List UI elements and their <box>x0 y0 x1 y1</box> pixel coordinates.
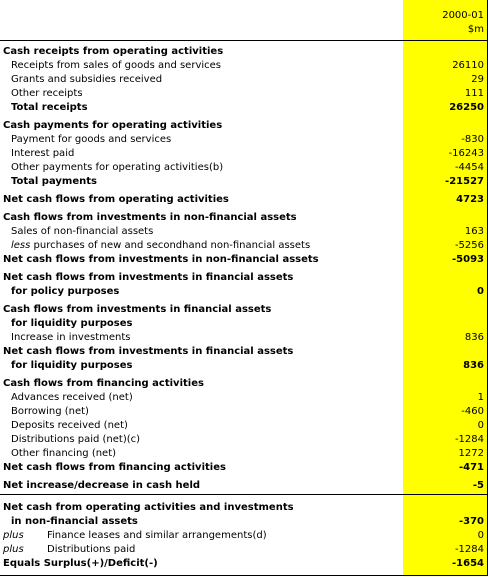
table-row <box>0 253 487 267</box>
table-row <box>0 45 487 59</box>
row-value: 0 <box>477 420 484 431</box>
row-label: Finance leases and similar arrangements(d) <box>47 530 267 541</box>
row-value: -471 <box>458 462 484 473</box>
row-label: Net cash flows from investments in non-financial assets <box>3 254 319 265</box>
row-value: 0 <box>477 530 484 541</box>
table-row <box>0 147 487 161</box>
table-row <box>0 405 487 419</box>
row-value: -460 <box>461 406 484 417</box>
table-row <box>0 271 487 285</box>
row-value: -5256 <box>454 240 484 251</box>
row-value: 0 <box>477 286 484 297</box>
table-row <box>0 133 487 147</box>
section-divider <box>0 494 488 495</box>
row-label: Other financing (net) <box>11 448 117 459</box>
row-label: Cash flows from investments in financial assets <box>3 304 272 315</box>
row-label: Advances received (net) <box>11 392 133 403</box>
row-value: -16243 <box>448 148 484 159</box>
row-label: Net cash flows from investments in financial assets <box>3 346 294 357</box>
row-label: Equals Surplus(+)/Deficit(-) <box>3 558 158 569</box>
table-row <box>0 101 487 115</box>
row-value: -1654 <box>452 558 484 569</box>
row-label: in non-financial assets <box>11 516 138 527</box>
row-label: Total payments <box>11 176 97 187</box>
table-row <box>0 447 487 461</box>
row-label: Net cash flows from investments in financial assets <box>3 272 294 283</box>
row-label: Grants and subsidies received <box>11 74 163 85</box>
table-row <box>0 529 487 543</box>
bottom-border <box>0 575 488 576</box>
row-value: 26250 <box>449 102 484 113</box>
table-row <box>0 515 487 529</box>
row-label: Other receipts <box>11 88 83 99</box>
row-value: -5093 <box>452 254 484 265</box>
row-value: 836 <box>463 360 484 371</box>
row-value: -370 <box>458 516 484 527</box>
table-row <box>0 479 487 493</box>
row-label: Distributions paid (net)(c) <box>11 434 141 445</box>
row-value: 26110 <box>452 60 484 71</box>
row-label <box>11 239 310 253</box>
table-row <box>0 73 487 87</box>
header-divider <box>0 40 488 41</box>
row-label: Cash payments for operating activities <box>3 120 223 131</box>
table-row <box>0 87 487 101</box>
table-row <box>0 225 487 239</box>
row-value: 1272 <box>458 448 484 459</box>
row-label: Net cash from operating activities and investments <box>3 502 294 513</box>
row-label: Increase in investments <box>11 332 131 343</box>
column-year: 2000-01 <box>442 10 484 21</box>
less-prefix: less <box>11 240 31 251</box>
table-row <box>0 377 487 391</box>
row-label: Net cash flows from operating activities <box>3 194 229 205</box>
table-row <box>0 359 487 373</box>
table-row <box>0 211 487 225</box>
row-label: Cash flows from investments in non-financial assets <box>3 212 297 223</box>
table-row <box>0 303 487 317</box>
row-label: Net cash flows from financing activities <box>3 462 226 473</box>
row-label: for policy purposes <box>11 286 120 297</box>
table-row <box>0 193 487 207</box>
row-value: 163 <box>464 226 484 237</box>
row-label: Borrowing (net) <box>11 406 89 417</box>
row-label: Deposits received (net) <box>11 420 128 431</box>
table-row <box>0 419 487 433</box>
table-row <box>0 461 487 475</box>
row-value: -1284 <box>454 434 484 445</box>
table-row <box>0 119 487 133</box>
table-row <box>0 345 487 359</box>
table-row <box>0 285 487 299</box>
row-label: Receipts from sales of goods and services <box>11 60 222 71</box>
table-row <box>0 317 487 331</box>
table-row <box>0 239 487 253</box>
row-value: -1284 <box>454 544 484 555</box>
table-row <box>0 543 487 557</box>
row-value: 29 <box>471 74 484 85</box>
row-value: -4454 <box>454 162 484 173</box>
row-label: for liquidity purposes <box>11 318 133 329</box>
row-value: 836 <box>464 332 484 343</box>
plus-prefix: plus <box>3 530 24 541</box>
table-row <box>0 161 487 175</box>
table-row <box>0 391 487 405</box>
row-label: Cash receipts from operating activities <box>3 46 224 57</box>
row-value: -5 <box>472 480 484 491</box>
table-row <box>0 59 487 73</box>
row-value: -21527 <box>445 176 484 187</box>
row-label: Payment for goods and services <box>11 134 172 145</box>
row-label: Total receipts <box>11 102 88 113</box>
row-label: Interest paid <box>11 148 75 159</box>
row-label: Net increase/decrease in cash held <box>3 480 201 491</box>
table-row <box>0 501 487 515</box>
row-label-text: purchases of new and secondhand non-financial assets <box>30 240 311 251</box>
table-row <box>0 175 487 189</box>
row-value: 1 <box>477 392 484 403</box>
table-row <box>0 331 487 345</box>
row-label: Other payments for operating activities(b) <box>11 162 224 173</box>
row-value: 111 <box>464 88 484 99</box>
row-label: Cash flows from financing activities <box>3 378 204 389</box>
table-row <box>0 557 487 571</box>
row-value: 4723 <box>456 194 484 205</box>
table-row <box>0 433 487 447</box>
row-label: Distributions paid <box>47 544 136 555</box>
row-label: for liquidity purposes <box>11 360 133 371</box>
column-unit: $m <box>467 24 484 35</box>
row-value: -830 <box>461 134 484 145</box>
plus-prefix: plus <box>3 544 24 555</box>
row-label: Sales of non-financial assets <box>11 226 154 237</box>
